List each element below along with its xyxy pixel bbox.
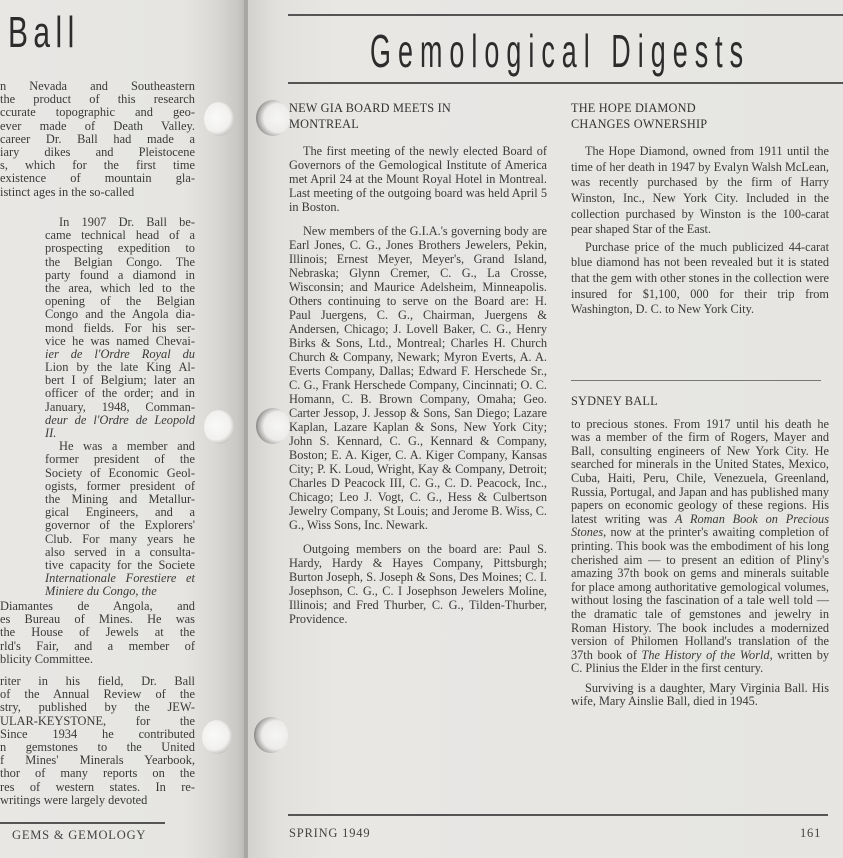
text-line: ULAR-KEYSTONE, for the: [0, 713, 195, 728]
article-paragraph: Purchase price of the much publicized 44-carat blue diamond has not been revealed but it is stated that the gem with other stones in the collection were insured for $1,100, 000 for their trip from Washington, D. C. to New York City.: [571, 239, 829, 317]
text-line: riter in his field, Dr. Ball: [0, 674, 195, 688]
article-paragraph: The Hope Diamond, owned from 1911 until the time of her death in 1947 by Evalyn Walsh McLean, was recently purchased by the firm of Harry Winston, Inc., New York City. Included in the collection purchased by Winston is the 100-carat pear shaped Star of the East.: [571, 144, 829, 237]
left-footer: GEMS & GEMOLOGY: [12, 828, 147, 842]
text-line: the House of Jewels at the: [0, 625, 195, 640]
article-heading: SYDNEY BALL: [571, 394, 658, 408]
column-rule: [571, 380, 821, 381]
text-line: Miniere du Congo, the: [45, 584, 157, 599]
text-line: the Belgian Congo. The: [45, 254, 195, 269]
text-line: rld's Fair, and a member of: [0, 638, 195, 653]
left-text-bottom-a: [0, 600, 195, 666]
text-line: the product of this research: [0, 92, 195, 107]
text-line: existence of mountain gla-: [0, 171, 195, 186]
text-line: ccurate topographic and geo-: [0, 105, 195, 120]
text-line: Since 1934 he contributed: [0, 726, 195, 741]
text-line: Diamantes de Angola, and: [0, 599, 195, 613]
text-line: the Mining and Metallur-: [45, 491, 195, 506]
article-hope-diamond: [571, 101, 829, 328]
text-line: gical Engineers, and a: [45, 505, 195, 520]
binder-hole: [256, 100, 290, 136]
text-line: the area, which led to the: [45, 280, 195, 295]
text-line: stry, published by the JEW-: [0, 700, 195, 715]
right-footer-rule: [288, 814, 828, 816]
text-line: also served in a consulta-: [45, 544, 195, 559]
text-line: In 1907 Dr. Ball be-: [59, 215, 195, 229]
article-paragraph: to precious stones. From 1917 until his death he was a member of the firm of Rogers, Mayer and Ball, consulting engineers of New York City. He searched for minerals in the United States, Mexico, Cuba, Haiti, Peru, Chile, Venezuela, Greenland, Russia, Portugal, and Japan and has published many papers on economic geology of these regions. His latest writing was A Roman Book on Precious Stones, now at the printer's awaiting completion of printing. This book was the embodiment of his long cherished aim — to present an edition of Pliny's amazing 37th book on gems and minerals suitable for place among authoritative gemological volumes, without losing the fascination of a tale well told — the dramatic tale of gemstones and jewelry in Roman History. The book includes a modernized version of Philomen Holland's translation of the 37th book of The History of the World, written by C. Plinius the Elder in the first century.: [571, 416, 829, 676]
text-line: January, 1948, Comman-: [45, 399, 195, 414]
text-line: came technical head of a: [45, 228, 195, 243]
article-paragraph: New members of the G.I.A.'s governing body are Earl Jones, C. G., Jones Brothers Jewelers, Pekin, Illinois; Ernest Meyer, Meyer's, Grand Island, Nebraska; Glynn Cremer, C. G., La Crosse, Wisconsin; and Maurice Adelsheim, Minneapolis. Others continuing to serve on the Board are: H. Paul Juergens, C. G., Chairman, Juergens & Andersen, Chicago; J. Lovell Baker, C. G., Henry Birks & Sons, Ltd., Montreal; Charles H. Church Church & Company, Newark; Myron Everts, A. A. Everts Company, Dallas; Edward F. Herschede Sr., C. G., Frank Herschede Company, Cincinnati; O. C. Homann, C. B. Brown Company, Omaha; Geo. Carter Jessop, J. Jessop & Sons, San Diego; Lazare Kaplan, Lazare Kaplan & Sons, New York City; John S. Kennard, C. G., Kennard & Company, Boston; E. A. Kiger, C. A. Kiger Company, Kansas City; P. K. Loud, Wright, Kay & Company, Detroit; Charles D Peacock III, C. G., C. D. Peacock, Inc., Chicago; Leo J. Vogt, C. G., Hess & Culbertson Jewelry Company, St Louis; and Jerome B. Wiss, C. G., Wiss Sons, Inc. Newark.: [289, 224, 547, 533]
article-paragraph: Surviving is a daughter, Mary Virginia Ball. His wife, Mary Ainslie Ball, died in 1945.: [571, 680, 829, 709]
binder-hole: [202, 720, 232, 754]
left-text-bottom-b: [0, 675, 195, 807]
text-line: Lion by the late King Al-: [45, 360, 195, 375]
text-line: Internationale Forestiere et: [45, 571, 195, 586]
binder-hole: [204, 410, 234, 444]
text-line: governor of the Explorers': [45, 518, 195, 533]
text-line: n Nevada and Southeastern: [0, 79, 195, 93]
article-paragraph: Outgoing members on the board are: Paul S. Hardy, Hardy & Hayes Company, Pittsburgh; Burton Joseph, S. Joseph & Sons, Des Moines; C. I. Josephson, C. G., C. I Josephson Jewelers Moline, Illinois; and Fred Thurber, C. G., Tilden-Thurber, Providence.: [289, 542, 547, 627]
text-line: blicity Committee.: [0, 651, 93, 666]
article-heading: THE HOPE DIAMOND CHANGES OWNERSHIP: [571, 101, 708, 131]
text-line: f Mines' Minerals Yearbook,: [0, 753, 195, 768]
binder-hole: [204, 102, 234, 136]
left-page-title: Ball: [8, 8, 80, 57]
article-heading: NEW GIA BOARD MEETS IN MONTREAL: [289, 101, 451, 131]
text-line: officer of the order; and in: [45, 386, 195, 401]
text-line: Society of Economic Geol-: [45, 465, 195, 480]
text-line: iary dikes and Pleistocene: [0, 144, 195, 159]
text-line: s, which for the first time: [0, 158, 195, 173]
text-line: istinct ages in the so-called: [0, 184, 135, 199]
text-line: deur de l'Ordre de Leopold: [45, 412, 195, 427]
text-line: of the Annual Review of the: [0, 687, 195, 702]
text-line: prospecting expedition to: [45, 241, 195, 256]
text-line: ier de l'Ordre Royal du: [45, 346, 195, 361]
article-paragraph: The first meeting of the newly elected Board of Governors of the Gemological Institute of America met April 24 at the Mount Royal Hotel in Montreal. Last meeting of the outgoing board was held April 5 in Boston.: [289, 144, 547, 215]
text-line: vice he was named Chevai-: [45, 333, 195, 348]
text-line: bert I of Belgium; later an: [45, 373, 195, 388]
text-line: es Bureau of Mines. He was: [0, 612, 195, 627]
text-line: party found a diamond in: [45, 267, 195, 282]
left-footer-rule: [0, 822, 165, 824]
page-number: 161: [800, 826, 822, 840]
text-line: II.: [45, 426, 57, 440]
text-line: Club. For many years he: [45, 531, 195, 546]
article-gia-board: [289, 101, 547, 636]
text-line: former president of the: [45, 452, 195, 467]
text-line: ogists, former president of: [45, 478, 195, 493]
text-line: He was a member and: [59, 439, 195, 454]
binder-hole: [256, 408, 290, 444]
left-text-narrow: [45, 216, 195, 598]
text-line: Congo and the Angola dia-: [45, 307, 195, 322]
text-line: opening of the Belgian: [45, 294, 195, 309]
text-line: mond fields. For his ser-: [45, 320, 195, 335]
title-rule-bottom: [288, 82, 843, 84]
issue-footer: SPRING 1949: [289, 826, 371, 840]
text-line: ever made of Death Valley.: [0, 118, 195, 133]
binder-hole: [254, 717, 288, 753]
text-line: career Dr. Ball had made a: [0, 131, 195, 146]
text-line: res of western states. In re-: [0, 779, 195, 794]
text-line: tive capacity for the Societe: [45, 557, 195, 572]
left-page: [0, 0, 245, 858]
text-line: n gemstones to the United: [0, 739, 195, 754]
title-rule-top: [288, 14, 843, 16]
page-title: Gemological Digests: [370, 25, 751, 77]
text-line: thor of many reports on the: [0, 766, 195, 781]
article-sydney-ball: [571, 394, 829, 719]
left-text-top: [0, 80, 195, 199]
text-line: writings were largely devoted: [0, 792, 148, 807]
